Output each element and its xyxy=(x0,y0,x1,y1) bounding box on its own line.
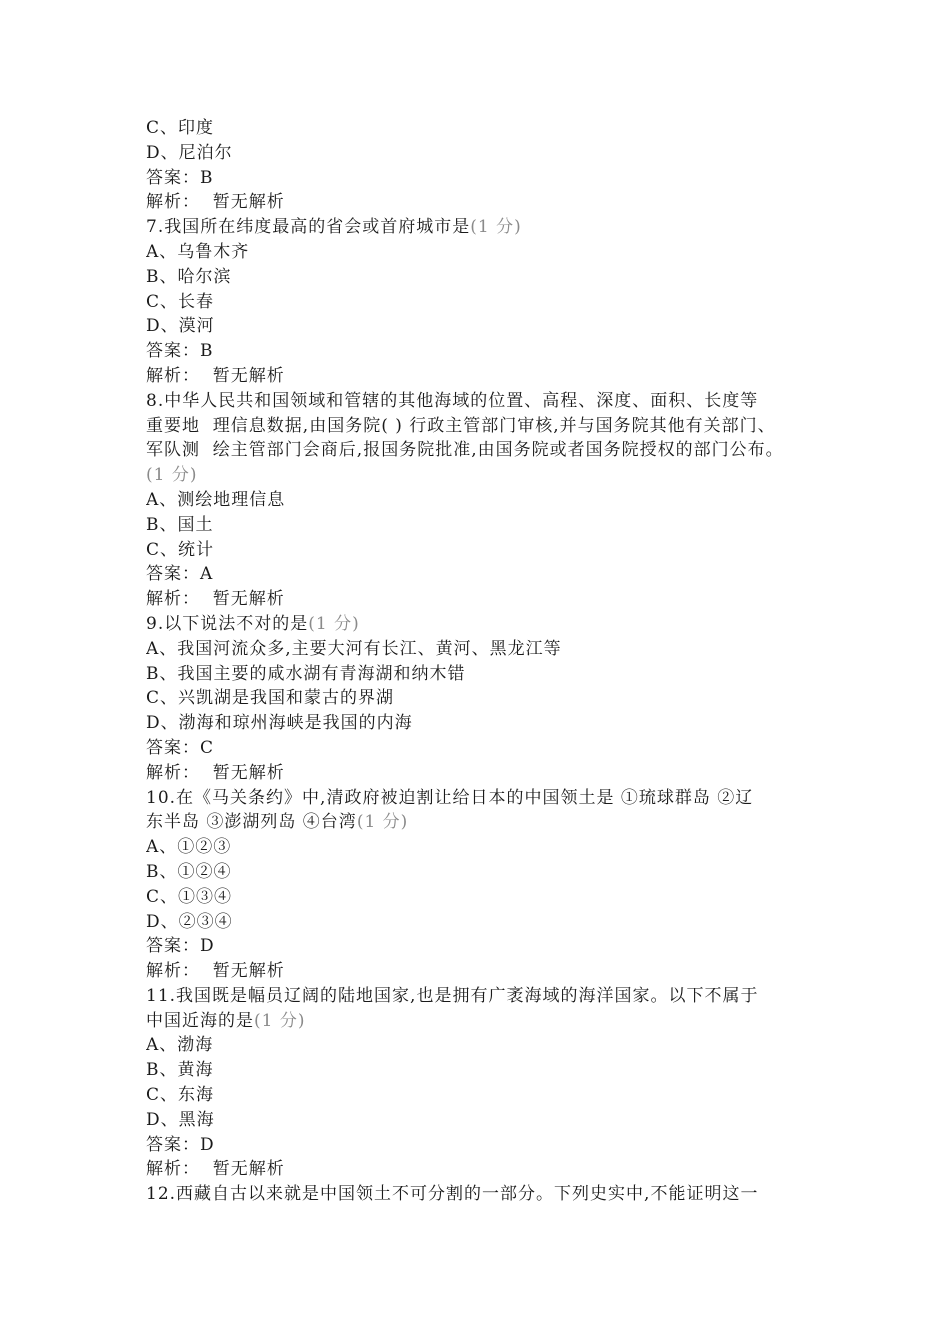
question-text xyxy=(146,612,846,637)
question-7 xyxy=(146,215,846,389)
option-a: A、测绘地理信息 xyxy=(146,489,286,510)
question-text-line: 军队测 绘主管部门会商后,报国务院批准,由国务院或者国务院授权的部门公布。 xyxy=(146,440,784,461)
answer: 答案：D xyxy=(146,936,215,957)
option-c: C、印度 xyxy=(146,118,215,138)
option-b: B、我国主要的咸水湖有青海湖和纳木错 xyxy=(146,663,466,684)
question-text-line: 12.西藏自古以来就是中国领土不可分割的一部分。下列史实中,不能证明这一 xyxy=(146,1184,759,1205)
analysis: 解析： 暂无解析 xyxy=(146,589,285,610)
option-c: C、统计 xyxy=(146,539,215,560)
analysis: 解析： 暂无解析 xyxy=(146,961,285,982)
question-8 xyxy=(146,389,846,612)
question-text-line: 重要地 理信息数据,由国务院( ) 行政主管部门审核,并与国务院其他有关部门、 xyxy=(146,415,776,436)
option-d: D、漠河 xyxy=(146,316,215,337)
option-b: B、黄海 xyxy=(146,1060,214,1081)
document-page xyxy=(146,116,846,1207)
answer: 答案：A xyxy=(146,564,214,585)
question-6-tail xyxy=(146,116,846,215)
option-d: D、②③④ xyxy=(146,911,233,932)
answer: 答案：D xyxy=(146,1134,215,1155)
answer: 答案：B xyxy=(146,167,214,188)
option-d: D、尼泊尔 xyxy=(146,142,233,163)
score: (1 分) xyxy=(254,1010,306,1031)
analysis: 解析： 暂无解析 xyxy=(146,192,285,213)
answer: 答案：B xyxy=(146,341,214,362)
question-text-line: 10.在《马关条约》中,清政府被迫割让给日本的中国领土是 ①琉球群岛 ②辽 xyxy=(146,787,754,808)
question-9 xyxy=(146,612,846,786)
answer: 答案：C xyxy=(146,737,215,758)
option-b: B、哈尔滨 xyxy=(146,266,232,287)
option-c: C、长春 xyxy=(146,291,215,312)
question-text xyxy=(146,1009,846,1034)
score: (1 分) xyxy=(356,812,409,833)
analysis: 解析： 暂无解析 xyxy=(146,1159,285,1180)
option-b: B、国土 xyxy=(146,514,214,535)
option-a: A、我国河流众多,主要大河有长江、黄河、黑龙江等 xyxy=(146,638,562,659)
option-d: D、黑海 xyxy=(146,1109,215,1130)
question-text-line: 7.我国所在纬度最高的省会或首府城市是 xyxy=(146,217,471,238)
question-text-line: 东半岛 ③澎湖列岛 ④台湾 xyxy=(146,812,357,833)
question-text-line: 11.我国既是幅员辽阔的陆地国家,也是拥有广袤海域的海洋国家。以下不属于 xyxy=(146,985,759,1006)
option-a: A、①②③ xyxy=(146,837,232,858)
score: (1 分) xyxy=(470,217,522,238)
analysis: 解析： 暂无解析 xyxy=(146,762,285,783)
score: (1 分) xyxy=(308,613,360,634)
question-12 xyxy=(146,1182,846,1207)
option-b: B、①②④ xyxy=(146,861,232,882)
question-11 xyxy=(146,984,846,1182)
analysis: 解析： 暂无解析 xyxy=(146,365,285,386)
question-text-line: 8.中华人民共和国领域和管辖的其他海域的位置、高程、深度、面积、长度等 xyxy=(146,390,759,411)
question-text xyxy=(146,215,846,240)
question-10 xyxy=(146,786,846,984)
score: (1 分) xyxy=(146,465,198,486)
question-text xyxy=(146,810,846,835)
option-c: C、①③④ xyxy=(146,886,233,907)
option-a: A、乌鲁木齐 xyxy=(146,241,250,262)
question-text-line: 9.以下说法不对的是 xyxy=(146,613,309,634)
option-c: C、兴凯湖是我国和蒙古的界湖 xyxy=(146,688,395,709)
option-c: C、东海 xyxy=(146,1085,215,1106)
question-text-line: 中国近海的是 xyxy=(146,1010,254,1031)
option-a: A、渤海 xyxy=(146,1035,214,1056)
option-d: D、渤海和琼州海峡是我国的内海 xyxy=(146,713,413,734)
